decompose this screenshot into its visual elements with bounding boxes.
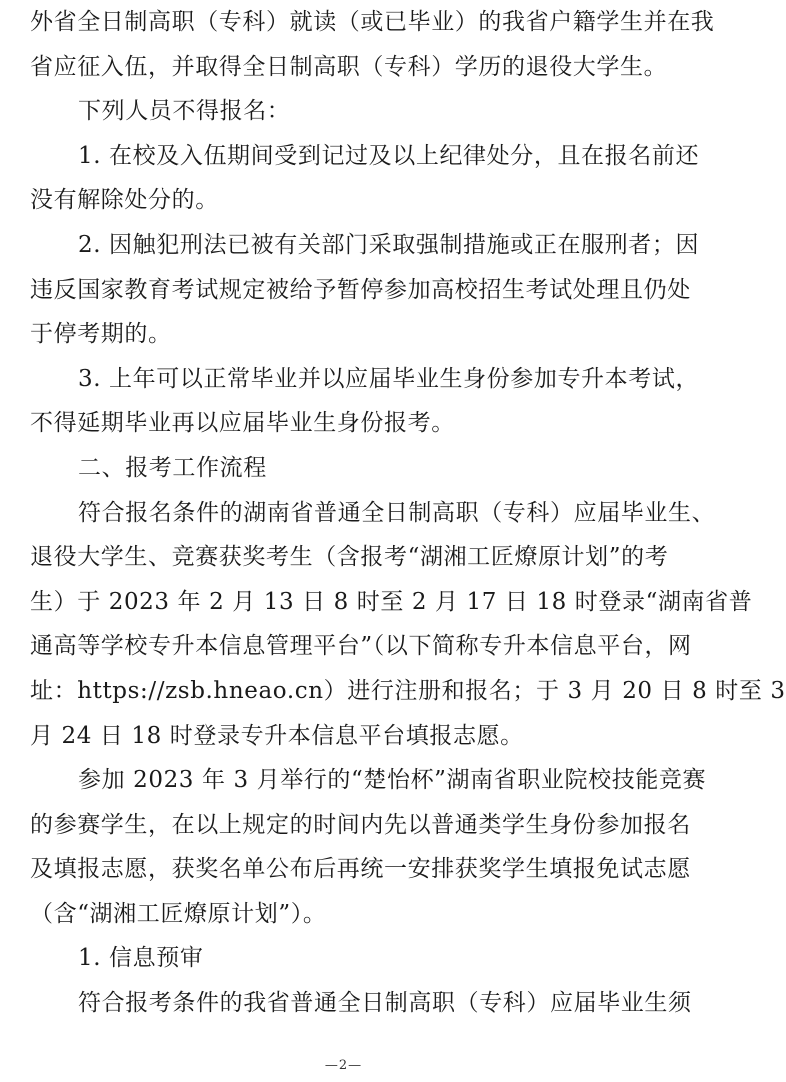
text-line: 月 24 日 18 时登录专升本信息平台填报志愿。 xyxy=(30,722,524,749)
text-line: 下列人员不得报名： xyxy=(78,98,291,125)
text-line: 1. 在校及入伍期间受到记过及以上纪律处分，且在报名前还 xyxy=(78,142,700,169)
text-line: 省应征入伍，并取得全日制高职（专科）学历的退役大学生。 xyxy=(30,53,668,80)
text-line: 及填报志愿，获奖名单公布后再统一安排获奖学生填报免试志愿 xyxy=(30,856,691,883)
text-line: （含“湖湘工匠燎原计划”）。 xyxy=(30,900,327,927)
text-line: 外省全日制高职（专科）就读（或已毕业）的我省户籍学生并在我 xyxy=(30,9,715,35)
text-line: 退役大学生、竞赛获奖考生（含报考“湖湘工匠燎原计划”的考 xyxy=(30,544,669,571)
subsection-heading: 1. 信息预审 xyxy=(78,945,204,972)
text-line: 2. 因触犯刑法已被有关部门采取强制措施或正在服刑者；因 xyxy=(78,231,700,258)
text-line: 违反国家教育考试规定被给予暂停参加高校招生考试处理且仍处 xyxy=(30,276,691,303)
page-number: —2— xyxy=(324,1058,363,1073)
text-line: 不得延期毕业再以应届毕业生身份报考。 xyxy=(30,410,455,437)
text-line: 参加 2023 年 3 月举行的“楚怡杯”湖南省职业院校技能竞赛 xyxy=(78,767,707,794)
text-line: 于停考期的。 xyxy=(30,321,172,348)
text-line: 生）于 2023 年 2 月 13 日 8 时至 2 月 17 日 18 时登录“湖南省普 xyxy=(30,588,753,615)
text-line: 3. 上年可以正常毕业并以应届毕业生身份参加专升本考试， xyxy=(78,365,700,392)
text-line: 符合报考条件的我省普通全日制高职（专科）应届毕业生须 xyxy=(78,990,692,1017)
text-line: 没有解除处分的。 xyxy=(30,187,219,214)
text-line: 通高等学校专升本信息管理平台”（以下简称专升本信息平台，网 xyxy=(30,633,692,660)
text-line: 的参赛学生，在以上规定的时间内先以普通类学生身份参加报名 xyxy=(30,811,691,838)
section-heading: 二、报考工作流程 xyxy=(78,454,267,481)
text-line: 符合报名条件的湖南省普通全日制高职（专科）应届毕业生、 xyxy=(78,499,716,526)
document-body xyxy=(30,0,786,1026)
text-line: 址：https://zsb.hneao.cn）进行注册和报名；于 3 月 20 日 8 时至 3 xyxy=(30,677,786,704)
